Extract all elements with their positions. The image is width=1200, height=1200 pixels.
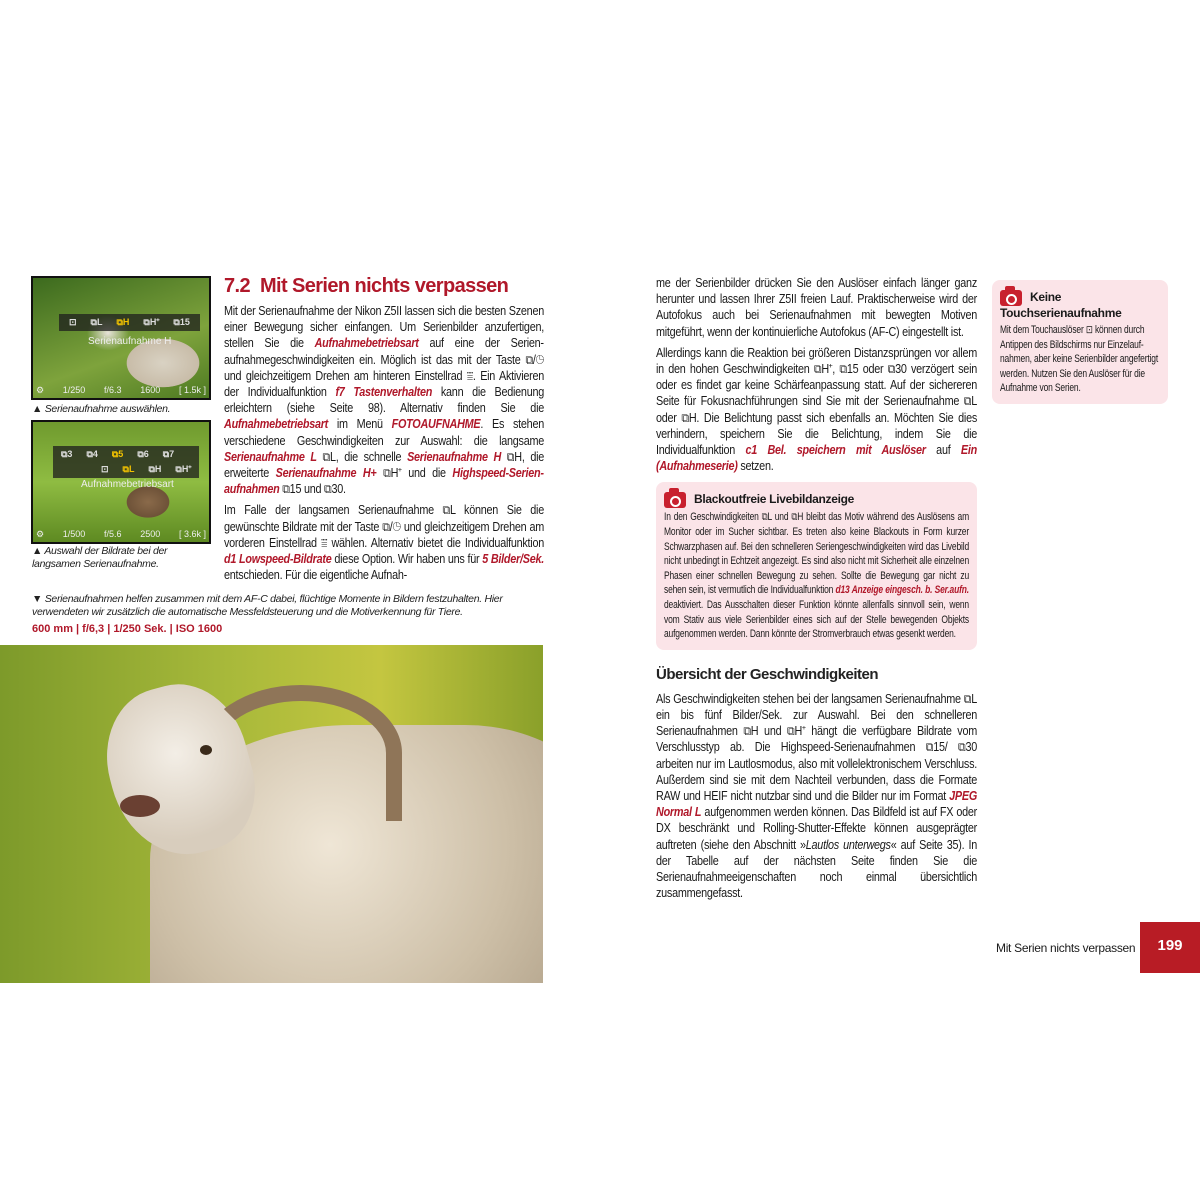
right-page-flow bbox=[656, 275, 977, 906]
text-run: auf bbox=[925, 443, 961, 458]
sheep-horn bbox=[200, 685, 402, 821]
menu-option: ⧉H bbox=[148, 464, 162, 474]
emphasized-term: c1 Bel. speichern mit Auslöser bbox=[745, 443, 926, 458]
camera-icon bbox=[1000, 290, 1022, 306]
emphasized-term: Highspeed-Serienaufnahmen bbox=[224, 466, 544, 497]
text-run: aufgenommen werden können. Das Bildfeld ist auf FX oder DX beschränkt und Rolling-Shutter-Effekte können ausgeprägter auftreten (siehe den Abschnitt » bbox=[656, 805, 977, 852]
text-run: Mit dem Touchauslöser ⊡ können durch Antippen des Bildschirms nur Einzelaufnahmen, aber keine Serienbilder angefertigt werden. Nutzen Sie den Auslöser für die Aufnahme von Serien. bbox=[1000, 324, 1159, 395]
right-body-text bbox=[656, 275, 977, 474]
emphasized-term: FOTOAUFNAHME bbox=[391, 417, 481, 432]
text-run: In den Geschwindigkeiten ⧉L und ⧉H bleibt das Motiv während des Auslösens am Monitor oder im Sucher sichtbar. Es treten also keine Blackouts in Form kurzer Schwarzphasen auf. Bei den schnelleren Seriengeschwindigkeiten wird das Livebild nicht unbedingt in Echtzeit angezeigt. Es sind also nicht mit Sicherheit alle einzelnen Phasen einer schnellen Bewegung zu sehen. Sollte die Bewegung gar nicht zu sehen sein, ist vermutlich die Individualfunktion bbox=[664, 511, 969, 597]
info-box-title-text: Blackoutfreie Livebildanzeige bbox=[694, 492, 855, 507]
menu-option: ⧉15 bbox=[173, 317, 190, 327]
section-heading bbox=[224, 275, 544, 298]
emphasized-term: Aufnahmebetriebsart bbox=[314, 336, 419, 351]
status-item: f/5.6 bbox=[104, 529, 122, 539]
running-title: Mit Serien nichts verpassen bbox=[996, 941, 1136, 955]
status-item: [ 1.5k ] bbox=[178, 385, 206, 395]
status-item: ⚙ bbox=[36, 385, 45, 395]
info-box-body-inner bbox=[664, 510, 969, 641]
menu-option: ⧉L bbox=[90, 317, 103, 327]
text-run: diese Option. Wir haben uns für bbox=[331, 552, 483, 567]
thumbnail-caption: ▲ Serienaufnahme auswählen. bbox=[32, 403, 171, 415]
menu-option: ⊡ bbox=[101, 464, 109, 474]
status-item: 1600 bbox=[140, 385, 161, 395]
right-body-text-inner bbox=[656, 275, 977, 474]
info-box-blackout bbox=[656, 482, 977, 649]
photo-caption: ▼ Serienaufnahmen helfen zusammen mit dem AF-C dabei, flüchtige Momente in Bildern festzuhalten. Hier verwendeten wir zusätzlich die automatische Messfeldsteuerung und die Motiverkennung für Tiere. bbox=[32, 593, 503, 619]
overview-body-text bbox=[656, 691, 977, 902]
text-run: Mit der Serienaufnahme der Nikon Z5II lassen sich die besten Szenen einer Bewegung sicher einfangen. Um Serienbilder anzufertigen, stellen Sie die bbox=[224, 304, 544, 351]
emphasized-term: Aufnahmebetriebsart bbox=[224, 417, 329, 432]
menu-label: Aufnahmebetriebsart bbox=[81, 479, 174, 490]
photo-exif: 600 mm | f/6,3 | 1/250 Sek. | ISO 1600 bbox=[32, 623, 223, 636]
subheading-text: Übersicht der Geschwindigkeiten bbox=[656, 665, 879, 683]
emphasized-term: 5 Bilder/Sek. bbox=[482, 552, 544, 567]
text-run: Als Geschwindigkeiten stehen bei der langsamen Serienaufnahme ⧉L ein bis fünf Bilder/Sek. zur Auswahl. Bei den schnelleren Serienaufnahmen ⧉H und ⧉H⁺ hängt die verfügbare Bildrate vom Verschlusstyp ab. Die Highspeed-Serienaufnahmen ⧉15/ ⧉30 arbeiten nur im Lautlosmodus, also mit vollelektronischem Verschluss. Außerdem sind sie mit dem Nachteil verbunden, dass die Formate RAW und HEIF nicht nutzbar sind und die Bilder nur im Format bbox=[656, 691, 977, 803]
emphasized-term: JPEG Normal L bbox=[656, 789, 977, 820]
status-item: 1/250 bbox=[62, 385, 86, 395]
emphasized-term: Ein (Aufnahmeserie) bbox=[656, 443, 977, 474]
status-item: ⚙ bbox=[36, 529, 45, 539]
emphasized-term: d13 Anzeige eingesch. b. Ser.aufn. bbox=[835, 584, 969, 597]
info-box-title-text: Keine Touchserienaufnahme bbox=[1000, 290, 1122, 320]
text-run: Lautlos unterwegs bbox=[805, 837, 891, 852]
paragraph bbox=[224, 303, 544, 497]
menu-label: Serienaufnahme H bbox=[88, 336, 172, 347]
text-run: ⧉H, die erweiterte bbox=[224, 449, 545, 481]
menu-option-selected: ⧉L bbox=[122, 464, 135, 474]
section-title: Mit Serien nichts verpassen bbox=[259, 275, 509, 297]
status-item: f/6.3 bbox=[104, 385, 122, 395]
text-run: ⧉L, die schnelle bbox=[316, 449, 408, 464]
subheading bbox=[656, 666, 977, 683]
text-run: deaktiviert. Das Ausschalten dieser Funktion könnte allenfalls sinnvoll sein, wenn vom Stativ aus viele Serienbilder eines sich auf der Stelle bewegenden Objekts aufgenommen werden. Dann könnte der Stromverbrauch etwas gesenkt werden. bbox=[664, 599, 969, 641]
text-run: entschieden. Für die eigentliche Aufnah- bbox=[224, 568, 407, 583]
text-run: Allerdings kann die Reaktion bei größeren Distanzsprüngen vor allem in den hohen Geschwindigkeiten ⧉H⁺, ⧉15 oder ⧉30 verzögert sein oder es findet gar keine Schärfeanpassung statt. Auf der sichereren Seite für Fokusnachführungen sind Sie mit der Serienaufnahme ⧉L oder ⧉H. Die Belichtung passt sich ebenfalls an. Möchten Sie dies verhindern, speichern Sie die Belichtung, indem Sie die Individualfunktion bbox=[656, 345, 977, 458]
camera-icon bbox=[664, 492, 686, 508]
info-box-body-inner bbox=[1000, 323, 1160, 396]
menu-option: ⊡ bbox=[69, 317, 77, 327]
left-body-text bbox=[224, 303, 544, 583]
sheep-photo bbox=[0, 645, 543, 983]
menu-option: ⧉6 bbox=[137, 449, 149, 459]
info-box-touch bbox=[992, 280, 1168, 404]
status-item: 1/500 bbox=[62, 529, 86, 539]
text-run: . Es stehen verschiedene Geschwindigkeiten zur Auswahl: die langsame bbox=[224, 417, 544, 448]
status-item: 2500 bbox=[140, 529, 161, 539]
left-body-text-inner bbox=[224, 303, 544, 583]
emphasized-term: Serienaufnahme H+ bbox=[275, 466, 377, 481]
page-number-tab bbox=[1140, 922, 1200, 973]
emphasized-term: f7 Tastenverhalten bbox=[335, 385, 433, 400]
paragraph bbox=[224, 502, 544, 583]
info-box-title bbox=[1000, 290, 1160, 320]
info-box-body bbox=[664, 510, 969, 641]
text-run: « auf Seite 35). In der Tabelle auf der nächsten Seite finden Sie die Serienaufnahmeeigenschaften noch einmal übersichtlich zusammengefasst. bbox=[656, 837, 978, 901]
text-run: ⧉H⁺ und die bbox=[376, 466, 453, 481]
section-number: 7.2 bbox=[224, 275, 251, 297]
menu-option: ⧉4 bbox=[86, 449, 98, 459]
text-run: auf eine der Serienaufnahmegeschwindigkeiten ein. Möglich ist das mit der Taste ⧉/◷ und gleichzeitigem Drehen am hinteren Einstellrad ⩸. Ein Aktivieren der Individualfunktion bbox=[224, 336, 544, 400]
menu-option: ⧉3 bbox=[61, 449, 73, 459]
page-number: 199 bbox=[1157, 937, 1183, 954]
text-run: kann die Bedienung erleichtern (siehe Seite 98). Alternativ finden Sie die bbox=[224, 385, 545, 416]
paragraph bbox=[656, 275, 977, 340]
text-run: Im Falle der langsamen Serienaufnahme ⧉L können Sie die gewünschte Bildrate mit der Taste ⧉/◷ und gleichzeitigem Drehen am vorderen Einstellrad ⩸ wählen. Alternativ bietet die Individualfunktion bbox=[224, 503, 544, 550]
menu-option-selected: ⧉5 bbox=[111, 449, 124, 459]
status-item: [ 3.6k ] bbox=[178, 529, 206, 539]
info-box-body bbox=[1000, 323, 1160, 396]
paragraph bbox=[656, 345, 977, 475]
emphasized-term: Serienaufnahme H bbox=[407, 449, 502, 464]
info-box-title bbox=[664, 492, 969, 508]
menu-option: ⧉7 bbox=[162, 449, 175, 459]
left-page-flow bbox=[32, 275, 544, 983]
emphasized-term: d1 Lowspeed-Bildrate bbox=[224, 552, 332, 567]
emphasized-term: Serienaufnahme L bbox=[224, 449, 317, 464]
thumbnail-caption: ▲ Auswahl der Bildrate bei der langsamen Serienaufnahme. bbox=[32, 545, 168, 570]
menu-option-selected: ⧉H bbox=[116, 317, 130, 327]
menu-option: ⧉H⁺ bbox=[175, 464, 192, 474]
text-run: im Menü bbox=[328, 417, 392, 432]
text-run: ⧉15 und ⧉30. bbox=[279, 482, 346, 497]
paragraph bbox=[656, 691, 977, 902]
menu-option: ⧉H⁺ bbox=[143, 317, 160, 327]
text-run: setzen. bbox=[737, 459, 774, 474]
text-run: me der Serienbilder drücken Sie den Auslöser einfach länger ganz herunter und lassen Ihrer Z5II freien Lauf. Praktischerweise wird der Autofokus auch bei Serienaufnahmen mit bewegten Motiven mitgeführt, wenn der kontinuierliche Autofokus (AF-C) eingestellt ist. bbox=[656, 276, 977, 339]
